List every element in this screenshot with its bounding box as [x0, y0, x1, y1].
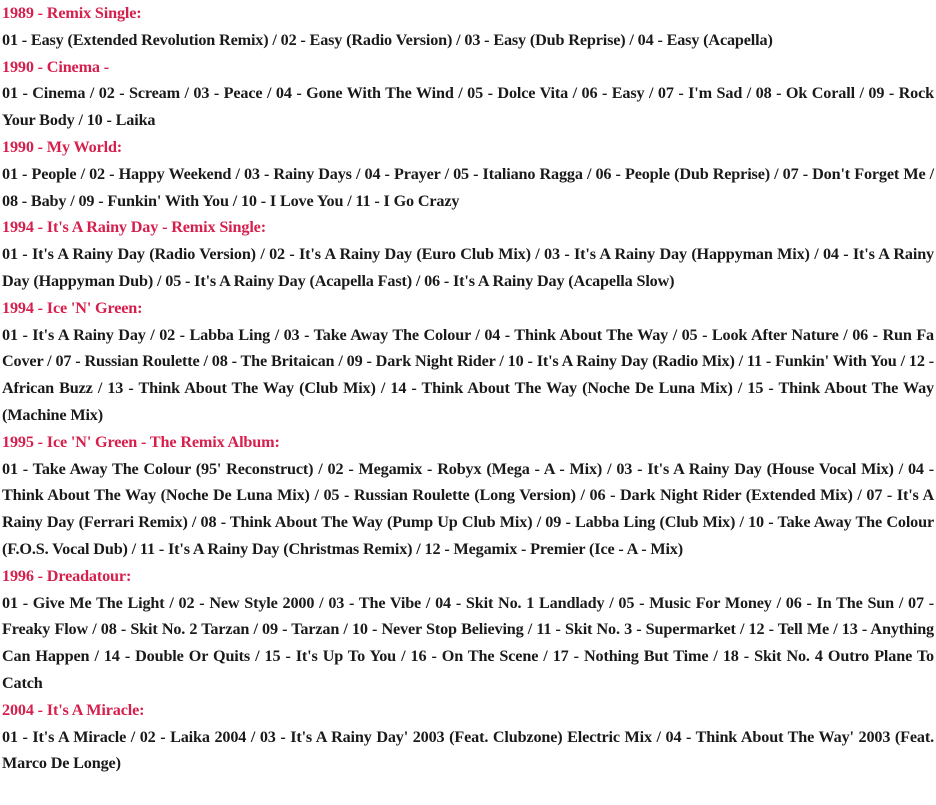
album-entry-2004-its-a-miracle	[2, 697, 934, 777]
album-heading: 1990 - My World:	[2, 137, 123, 156]
album-entry-1994-ice-n-green	[2, 295, 934, 429]
album-entry-1990-cinema	[2, 54, 934, 134]
track-list: 01 - It's A Rainy Day / 02 - Labba Ling / 03 - Take Away The Colour / 04 - Think About The Way / 05 - Look After Nature / 06 - Run Fa Cover / 07 - Russian Roulette / 08 - The Britaican / 09 - Dark Night Rider / 10 - It's A Rainy Day (Radio Mix) / 11 - Funkin' With You / 12 - African Buzz / 13 - Think About The Way (Club Mix) / 14 - Think About The Way (Noche De Luna Mix) / 15 - Think About The Way (Machine Mix)	[2, 325, 934, 424]
album-entry-1990-my-world	[2, 134, 934, 214]
album-heading: 1990 - Cinema -	[2, 57, 109, 76]
album-entry-1995-remix-album	[2, 429, 934, 563]
album-heading: 1994 - Ice 'N' Green:	[2, 298, 143, 317]
track-list: 01 - People / 02 - Happy Weekend / 03 - Rainy Days / 04 - Prayer / 05 - Italiano Ragga / 06 - People (Dub Reprise) / 07 - Don't Forget Me / 08 - Baby / 09 - Funkin' With You / 10 - I Love You / 11 - I Go Crazy	[2, 164, 934, 210]
track-list: 01 - Cinema / 02 - Scream / 03 - Peace / 04 - Gone With The Wind / 05 - Dolce Vita / 06 - Easy / 07 - I'm Sad / 08 - Ok Corall / 09 - Rock Your Body / 10 - Laika	[2, 84, 934, 130]
track-list: 01 - Take Away The Colour (95' Reconstruct) / 02 - Megamix - Robyx (Mega - A - Mix) / 03 - It's A Rainy Day (House Vocal Mix) / 04 - Think About The Way (Noche De Luna Mix) / 05 - Russian Roulette (Long Version) / 06 - Dark Night Rider (Extended Mix) / 07 - It's A Rainy Day (Ferrari Remix) / 08 - Think About The Way (Pump Up Club Mix) / 09 - Labba Ling (Club Mix) / 10 - Take Away The Colour (F.O.S. Vocal Dub) / 11 - It's A Rainy Day (Christmas Remix) / 12 - Megamix - Premier (Ice - A - Mix)	[2, 459, 934, 558]
track-list: 01 - Easy (Extended Revolution Remix) / 02 - Easy (Radio Version) / 03 - Easy (Dub Reprise) / 04 - Easy (Acapella)	[2, 30, 773, 49]
album-heading: 1995 - Ice 'N' Green - The Remix Album:	[2, 432, 280, 451]
album-heading: 2004 - It's A Miracle:	[2, 700, 145, 719]
album-entry-1996-dreadatour	[2, 563, 934, 697]
album-entry-1989-remix-single	[2, 0, 934, 54]
album-heading: 1996 - Dreadatour:	[2, 566, 132, 585]
track-list: 01 - Give Me The Light / 02 - New Style 2000 / 03 - The Vibe / 04 - Skit No. 1 Landlady / 05 - Music For Money / 06 - In The Sun / 07 - Freaky Flow / 08 - Skit No. 2 Tarzan / 09 - Tarzan / 10 - Never Stop Believing / 11 - Skit No. 3 - Supermarket / 12 - Tell Me / 13 - Anything Can Happen / 14 - Double Or Quits / 15 - It's Up To You / 16 - On The Scene / 17 - Nothing But Time / 18 - Skit No. 4 Outro Plane To Catch	[2, 593, 934, 692]
album-heading: 1994 - It's A Rainy Day - Remix Single:	[2, 218, 266, 237]
track-list: 01 - It's A Rainy Day (Radio Version) / 02 - It's A Rainy Day (Euro Club Mix) / 03 - It's A Rainy Day (Happyman Mix) / 04 - It's A Rainy Day (Happyman Dub) / 05 - It's A Rainy Day (Acapella Fast) / 06 - It's A Rainy Day (Acapella Slow)	[2, 245, 934, 290]
track-list: 01 - It's A Miracle / 02 - Laika 2004 / 03 - It's A Rainy Day' 2003 (Feat. Clubzone) Electric Mix / 04 - Think About The Way' 2003 (Feat. Marco De Longe)	[2, 727, 934, 773]
album-entry-1994-rainy-day-remix-single	[2, 214, 934, 294]
album-heading: 1989 - Remix Single:	[2, 4, 142, 22]
